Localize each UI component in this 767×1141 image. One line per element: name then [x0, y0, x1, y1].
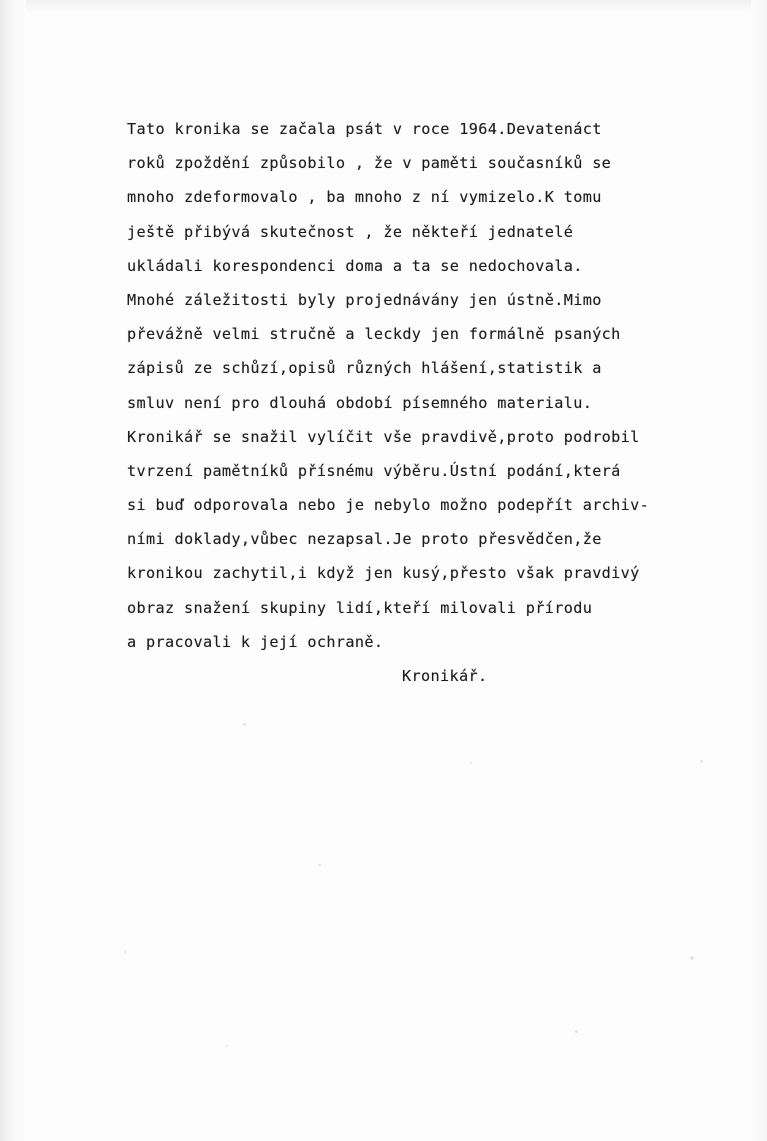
scan-edge-top: [0, 0, 767, 14]
typed-line: mnoho zdeformovalo , ba mnoho z ní vymizelo.K tomu: [127, 188, 602, 207]
paper-speck: [243, 723, 246, 726]
paper-speck: [124, 951, 126, 953]
blank-lower-page-area: [0, 700, 767, 1141]
body-paragraph: [127, 112, 687, 659]
typed-line: si buď odporovala nebo je nebylo možno podepřít archiv-: [127, 496, 650, 515]
typed-line: ukládali korespondenci doma a ta se nedochovala.: [127, 256, 583, 275]
paper-speck: [318, 864, 321, 866]
typed-line: kronikou zachytil,i když jen kusý,přesto však pravdivý: [127, 564, 640, 583]
typed-line: tvrzení pamětníků přísnému výběru.Ústní podání,která: [127, 461, 621, 480]
typed-line: ními doklady,vůbec nezapsal.Je proto přesvědčen,že: [127, 530, 602, 549]
typed-line: ještě přibývá skutečnost , že někteří jednatelé: [127, 222, 574, 241]
paper-speck: [226, 1045, 228, 1047]
paper-speck: [700, 760, 703, 763]
signature-block: [402, 659, 487, 693]
typed-line: smluv není pro dlouhá období písemného materialu.: [127, 393, 593, 412]
typed-line: zápisů ze schůzí,opisů různých hlášení,statistik a: [127, 359, 602, 378]
typed-line: převážně velmi stručně a leckdy jen formálně psaných: [127, 325, 621, 344]
typed-line: a pracovali k její ochraně.: [127, 632, 384, 651]
paper-speck: [470, 762, 472, 764]
typed-line: Kronikář se snažil vylíčit vše pravdivě,proto podrobil: [127, 427, 640, 446]
paper-speck: [690, 956, 694, 960]
typed-line: obraz snažení skupiny lidí,kteří milovali přírodu: [127, 598, 593, 617]
signature-text: Kronikář.: [402, 667, 488, 685]
typed-line: Mnohé záležitosti byly projednávány jen ústně.Mimo: [127, 290, 602, 309]
typed-line: roků zpoždění způsobilo , že v paměti současníků se: [127, 154, 612, 173]
paper-speck: [575, 1030, 578, 1033]
typed-line: Tato kronika se začala psát v roce 1964.Devatenáct: [127, 120, 602, 138]
